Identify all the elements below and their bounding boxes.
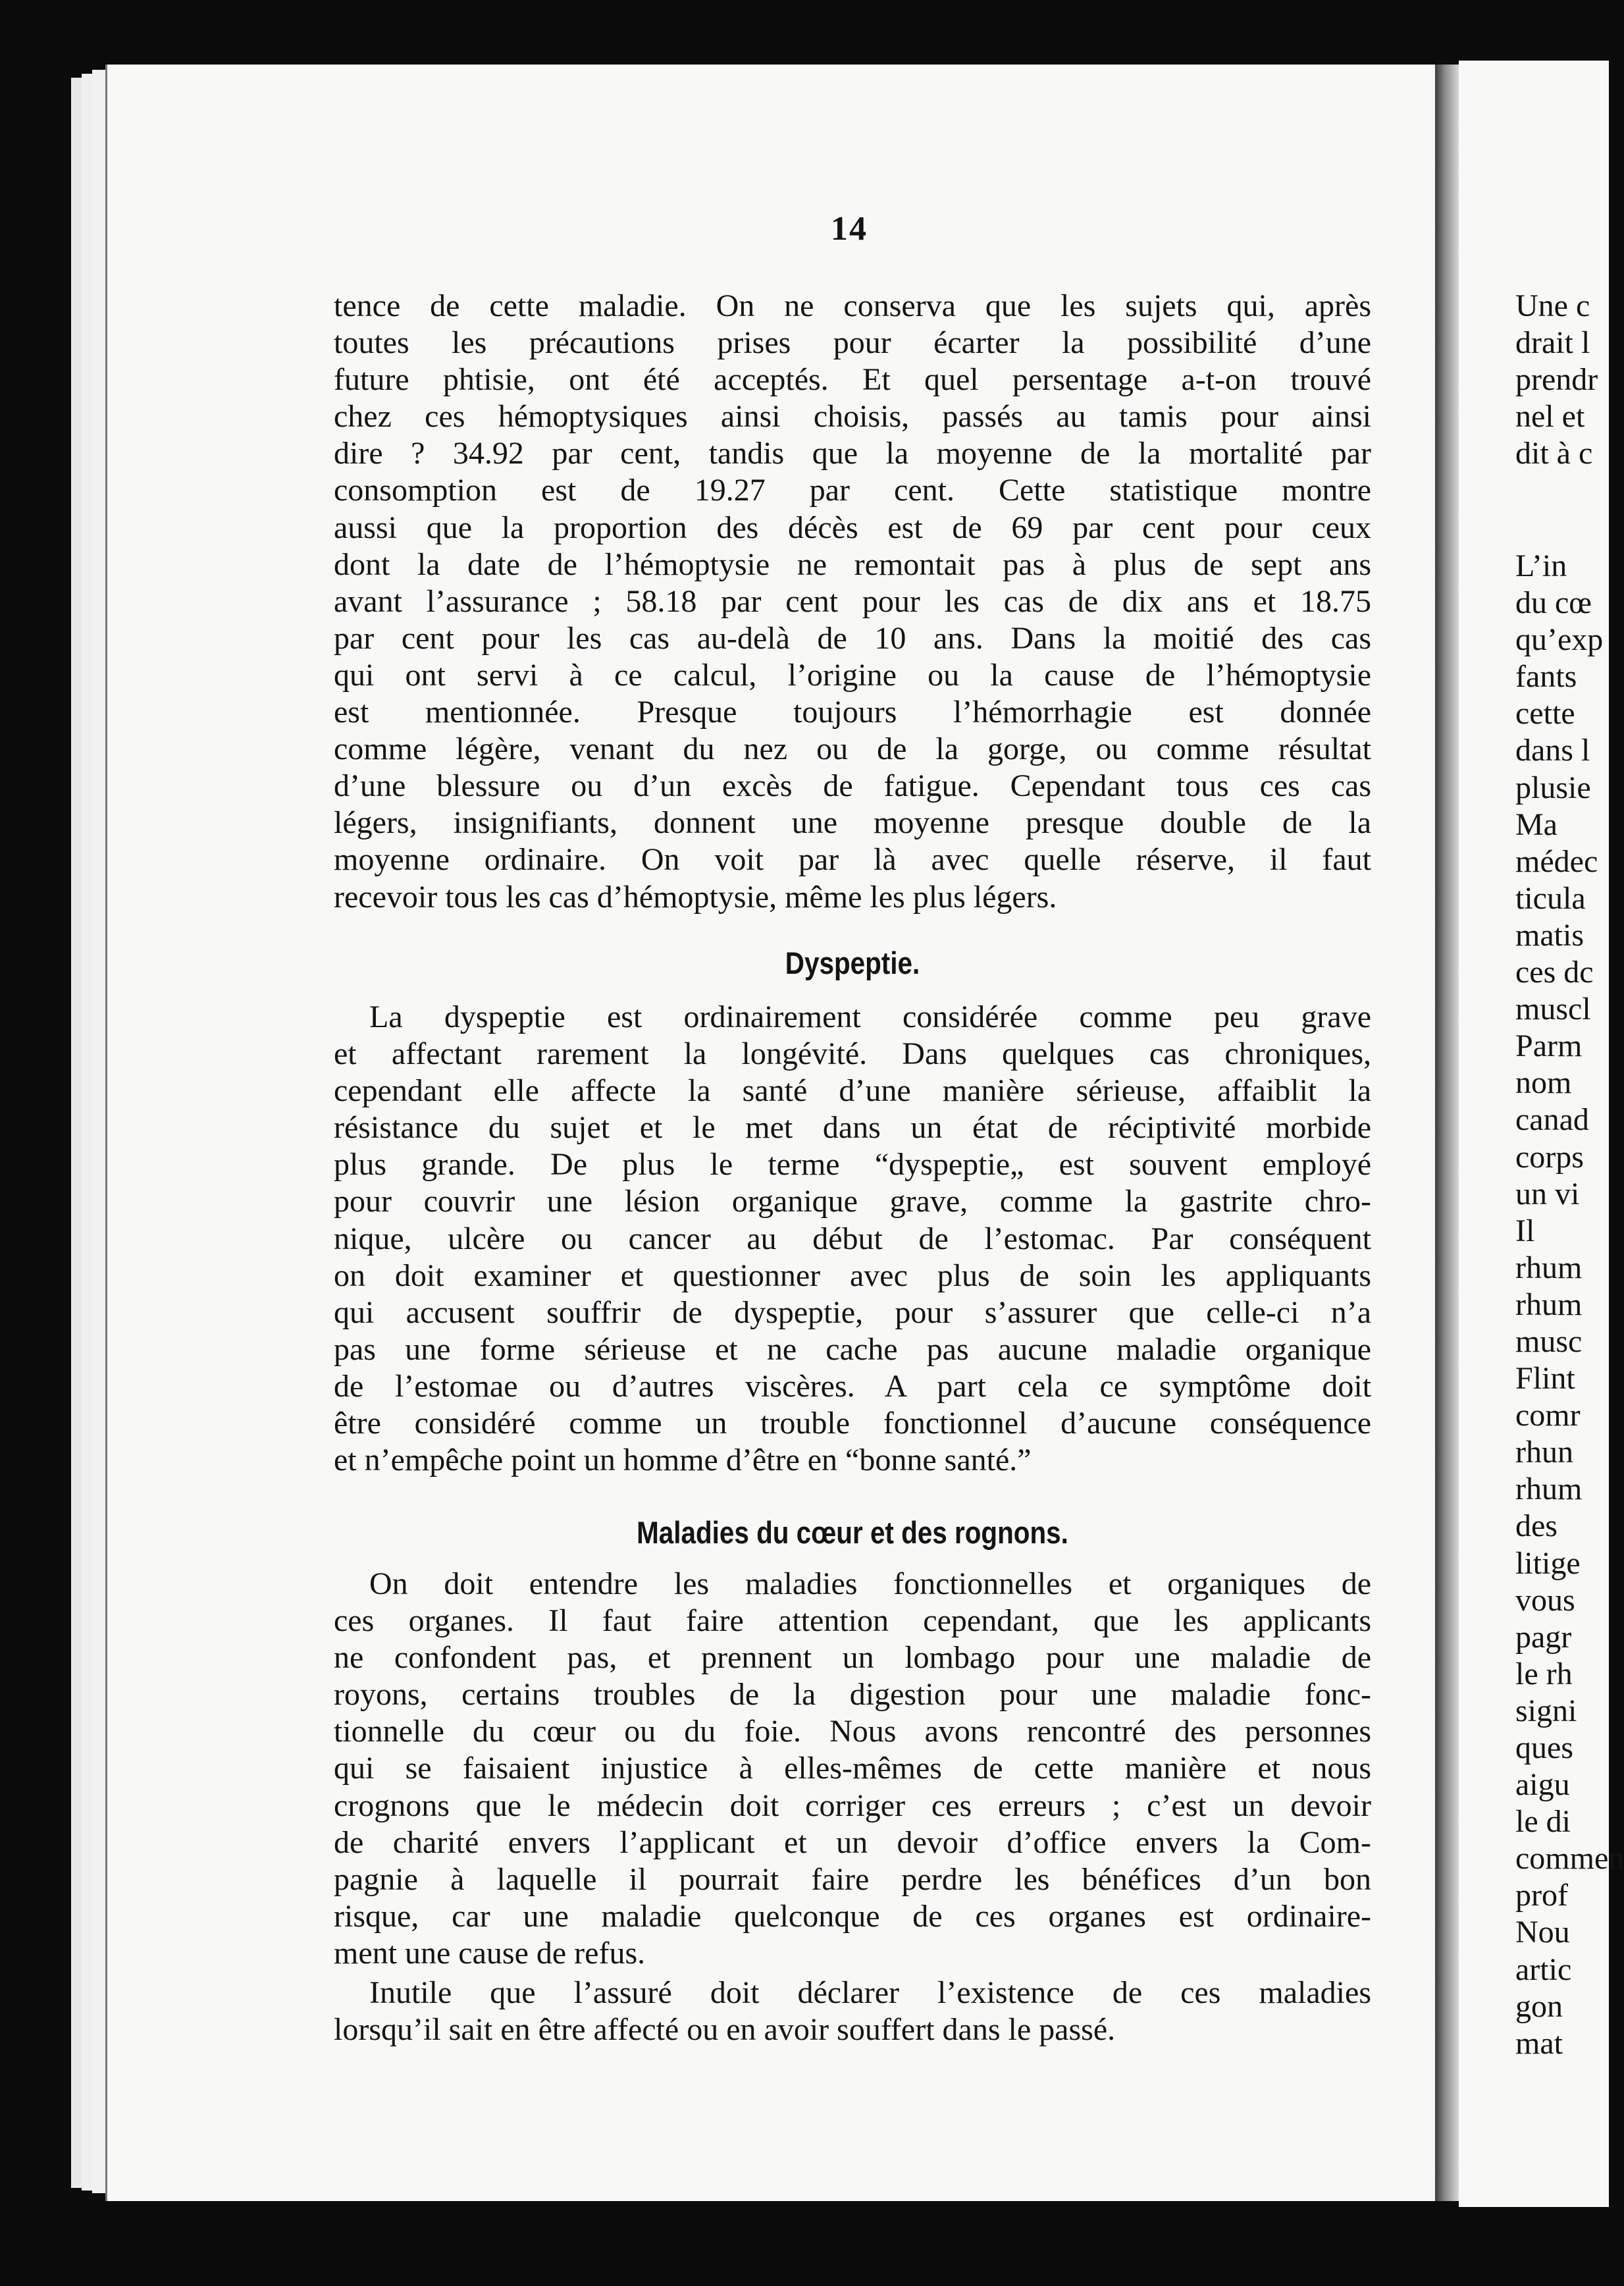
text-line: Flint bbox=[1515, 1361, 1575, 1396]
text-line: mat bbox=[1515, 2025, 1563, 2061]
text-line: le rh bbox=[1515, 1656, 1573, 1691]
right-page-text-body bbox=[1515, 548, 1624, 2062]
section-heading-dyspeptie: Dyspeptie. bbox=[785, 945, 920, 980]
text-line: tionnelle du cœur ou du foie. Nous avons rencontré des personnes bbox=[334, 1714, 1371, 1749]
text-line: future phtisie, ont été acceptés. Et quel persentage a-t-on trouvé bbox=[334, 362, 1371, 398]
text-line: Une c bbox=[1515, 288, 1590, 323]
text-line: dans l bbox=[1515, 733, 1590, 768]
text-line: qu’exp bbox=[1515, 622, 1604, 658]
text-line: nique, ulcère ou cancer au début de l’estomac. Par conséquent bbox=[334, 1221, 1371, 1256]
text-line: Parm bbox=[1515, 1028, 1583, 1064]
text-line: nel et bbox=[1515, 399, 1585, 435]
text-line: ment une cause de refus. bbox=[334, 1935, 646, 1971]
text-line: dont la date de l’hémoptysie ne remontait pas à plus de sept ans bbox=[334, 546, 1371, 582]
text-line: qui ont servi à ce calcul, l’origine ou la cause de l’hémoptysie bbox=[334, 657, 1371, 693]
paragraph-dyspeptie bbox=[334, 999, 1371, 1479]
text-line: être considéré comme un trouble fonctionnel d’aucune conséquence bbox=[334, 1406, 1371, 1441]
text-line: aigu bbox=[1515, 1767, 1570, 1803]
text-line: cependant elle affecte la santé d’une manière sérieuse, affaiblit la bbox=[334, 1073, 1371, 1109]
page-number: 14 bbox=[831, 210, 868, 248]
text-line: gon bbox=[1515, 1988, 1563, 2024]
text-line: ques bbox=[1515, 1730, 1573, 1765]
right-page-text-top bbox=[1515, 288, 1621, 472]
text-line: chez ces hémoptysiques ainsi choisis, passés au tamis pour ainsi bbox=[334, 399, 1371, 435]
text-line: et n’empêche point un homme d’être en “bonne santé.” bbox=[334, 1443, 1032, 1478]
text-line: corps bbox=[1515, 1139, 1584, 1175]
text-line: tence de cette maladie. On ne conserva que les sujets qui, après bbox=[334, 288, 1371, 323]
text-line: par cent pour les cas au-delà de 10 ans. Dans la moitié des cas bbox=[334, 620, 1371, 656]
text-line: vous bbox=[1515, 1582, 1575, 1618]
text-line: On doit entendre les maladies fonctionnelles et organiques de bbox=[369, 1566, 1371, 1601]
text-line: qui se faisaient injustice à elles-mêmes de cette manière et nous bbox=[334, 1751, 1371, 1786]
text-line: rhum bbox=[1515, 1287, 1583, 1322]
book-gutter bbox=[1435, 65, 1459, 2201]
text-line: plusie bbox=[1515, 770, 1591, 805]
text-line: du cœ bbox=[1515, 585, 1592, 621]
text-line: consomption est de 19.27 par cent. Cette statistique montre bbox=[334, 473, 1371, 508]
text-line: nom bbox=[1515, 1065, 1572, 1101]
text-line: rhum bbox=[1515, 1472, 1583, 1507]
text-line: moyenne ordinaire. On voit par là avec quelle réserve, il faut bbox=[334, 842, 1371, 878]
text-line: canad bbox=[1515, 1102, 1589, 1138]
text-line: plus grande. De plus le terme “dyspeptie„ est souvent employé bbox=[334, 1147, 1371, 1183]
text-line: dit à c bbox=[1515, 436, 1593, 471]
text-line: risque, car une maladie quelconque de ces organes est ordinaire- bbox=[334, 1898, 1371, 1934]
text-line: recevoir tous les cas d’hémoptysie, même les plus légers. bbox=[334, 879, 1057, 915]
text-line: royons, certains troubles de la digestion pour une maladie fonc- bbox=[334, 1677, 1371, 1713]
text-line: muscl bbox=[1515, 992, 1591, 1027]
section-heading-coeur-rognons: Maladies du cœur et des rognons. bbox=[637, 1515, 1068, 1550]
text-line: comme légère, venant du nez ou de la gorge, ou comme résultat bbox=[334, 731, 1371, 767]
text-line: comr bbox=[1515, 1398, 1581, 1433]
text-line: avant l’assurance ; 58.18 par cent pour les cas de dix ans et 18.75 bbox=[334, 583, 1371, 619]
text-line: lorsqu’il sait en être affecté ou en avoir souffert dans le passé. bbox=[334, 2012, 1116, 2048]
text-line: aussi que la proportion des décès est de 69 par cent pour ceux bbox=[334, 510, 1371, 545]
text-line: légers, insignifiants, donnent une moyenne presque double de la bbox=[334, 805, 1371, 841]
text-line: toutes les précautions prises pour écarter la possibilité d’une bbox=[334, 325, 1371, 361]
text-line: matis bbox=[1515, 917, 1584, 953]
text-line: L’in bbox=[1515, 548, 1567, 583]
text-line: rhun bbox=[1515, 1435, 1573, 1470]
text-line: de charité envers l’applicant et un devoir d’office envers la Com- bbox=[334, 1824, 1371, 1860]
text-line: rhum bbox=[1515, 1250, 1583, 1285]
text-line: on doit examiner et questionner avec plus de soin les appliquants bbox=[334, 1258, 1371, 1293]
text-line: La dyspeptie est ordinairement considérée comme peu grave bbox=[369, 999, 1371, 1034]
text-line: Inutile que l’assuré doit déclarer l’existence de ces maladies bbox=[369, 1975, 1371, 2010]
text-line: pagnie à laquelle il pourrait faire perdre les bénéfices d’un bon bbox=[334, 1861, 1371, 1897]
text-line: de l’estomae ou d’autres viscères. A part cela ce symptôme doit bbox=[334, 1368, 1371, 1404]
text-line: litige bbox=[1515, 1545, 1581, 1581]
text-line: est mentionnée. Presque toujours l’hémorrhagie est donnée bbox=[334, 695, 1371, 730]
text-line: qui accusent souffrir de dyspeptie, pour s’assurer que celle-ci n’a bbox=[334, 1294, 1371, 1330]
text-line: un vi bbox=[1515, 1176, 1580, 1211]
text-line: ticula bbox=[1515, 880, 1586, 916]
text-line: des bbox=[1515, 1508, 1558, 1544]
text-line: crognons que le médecin doit corriger ces erreurs ; c’est un devoir bbox=[334, 1788, 1371, 1823]
text-line: ne confondent pas, et prennent un lombago pour une maladie de bbox=[334, 1640, 1371, 1676]
paragraph-coeur-rognons bbox=[334, 1566, 1371, 1972]
text-line: fants bbox=[1515, 659, 1577, 695]
text-line: Ma bbox=[1515, 807, 1558, 842]
text-line: pagr bbox=[1515, 1619, 1572, 1655]
right-page-fragment bbox=[1459, 61, 1624, 2207]
text-line: Nou bbox=[1515, 1915, 1570, 1950]
text-line: ces organes. Il faut faire attention cependant, que les applicants bbox=[334, 1603, 1371, 1639]
paragraph-declaration bbox=[334, 1975, 1371, 2048]
text-line: commen bbox=[1515, 1841, 1624, 1876]
text-line: ces dc bbox=[1515, 955, 1594, 990]
text-line: médec bbox=[1515, 843, 1598, 879]
text-line: drait l bbox=[1515, 325, 1590, 361]
text-line: le di bbox=[1515, 1804, 1571, 1840]
text-line: dire ? 34.92 par cent, tandis que la moyenne de la mortalité par bbox=[334, 436, 1371, 471]
text-line: signi bbox=[1515, 1693, 1577, 1728]
text-line: artic bbox=[1515, 1952, 1572, 1987]
text-line: d’une blessure ou d’un excès de fatigue. Cependant tous ces cas bbox=[334, 768, 1371, 804]
text-line: cette bbox=[1515, 696, 1575, 731]
text-line: prof bbox=[1515, 1878, 1568, 1913]
text-line: pas une forme sérieuse et ne cache pas aucune maladie organique bbox=[334, 1331, 1371, 1367]
paragraph-hemoptysie bbox=[334, 288, 1371, 916]
text-line: et affectant rarement la longévité. Dans quelques cas chroniques, bbox=[334, 1036, 1371, 1072]
text-line: pour couvrir une lésion organique grave, comme la gastrite chro- bbox=[334, 1184, 1371, 1219]
text-line: résistance du sujet et le met dans un état de réciptivité morbide bbox=[334, 1110, 1371, 1146]
text-line: musc bbox=[1515, 1323, 1583, 1359]
text-line: prendr bbox=[1515, 362, 1598, 398]
text-line: Il bbox=[1515, 1213, 1535, 1248]
